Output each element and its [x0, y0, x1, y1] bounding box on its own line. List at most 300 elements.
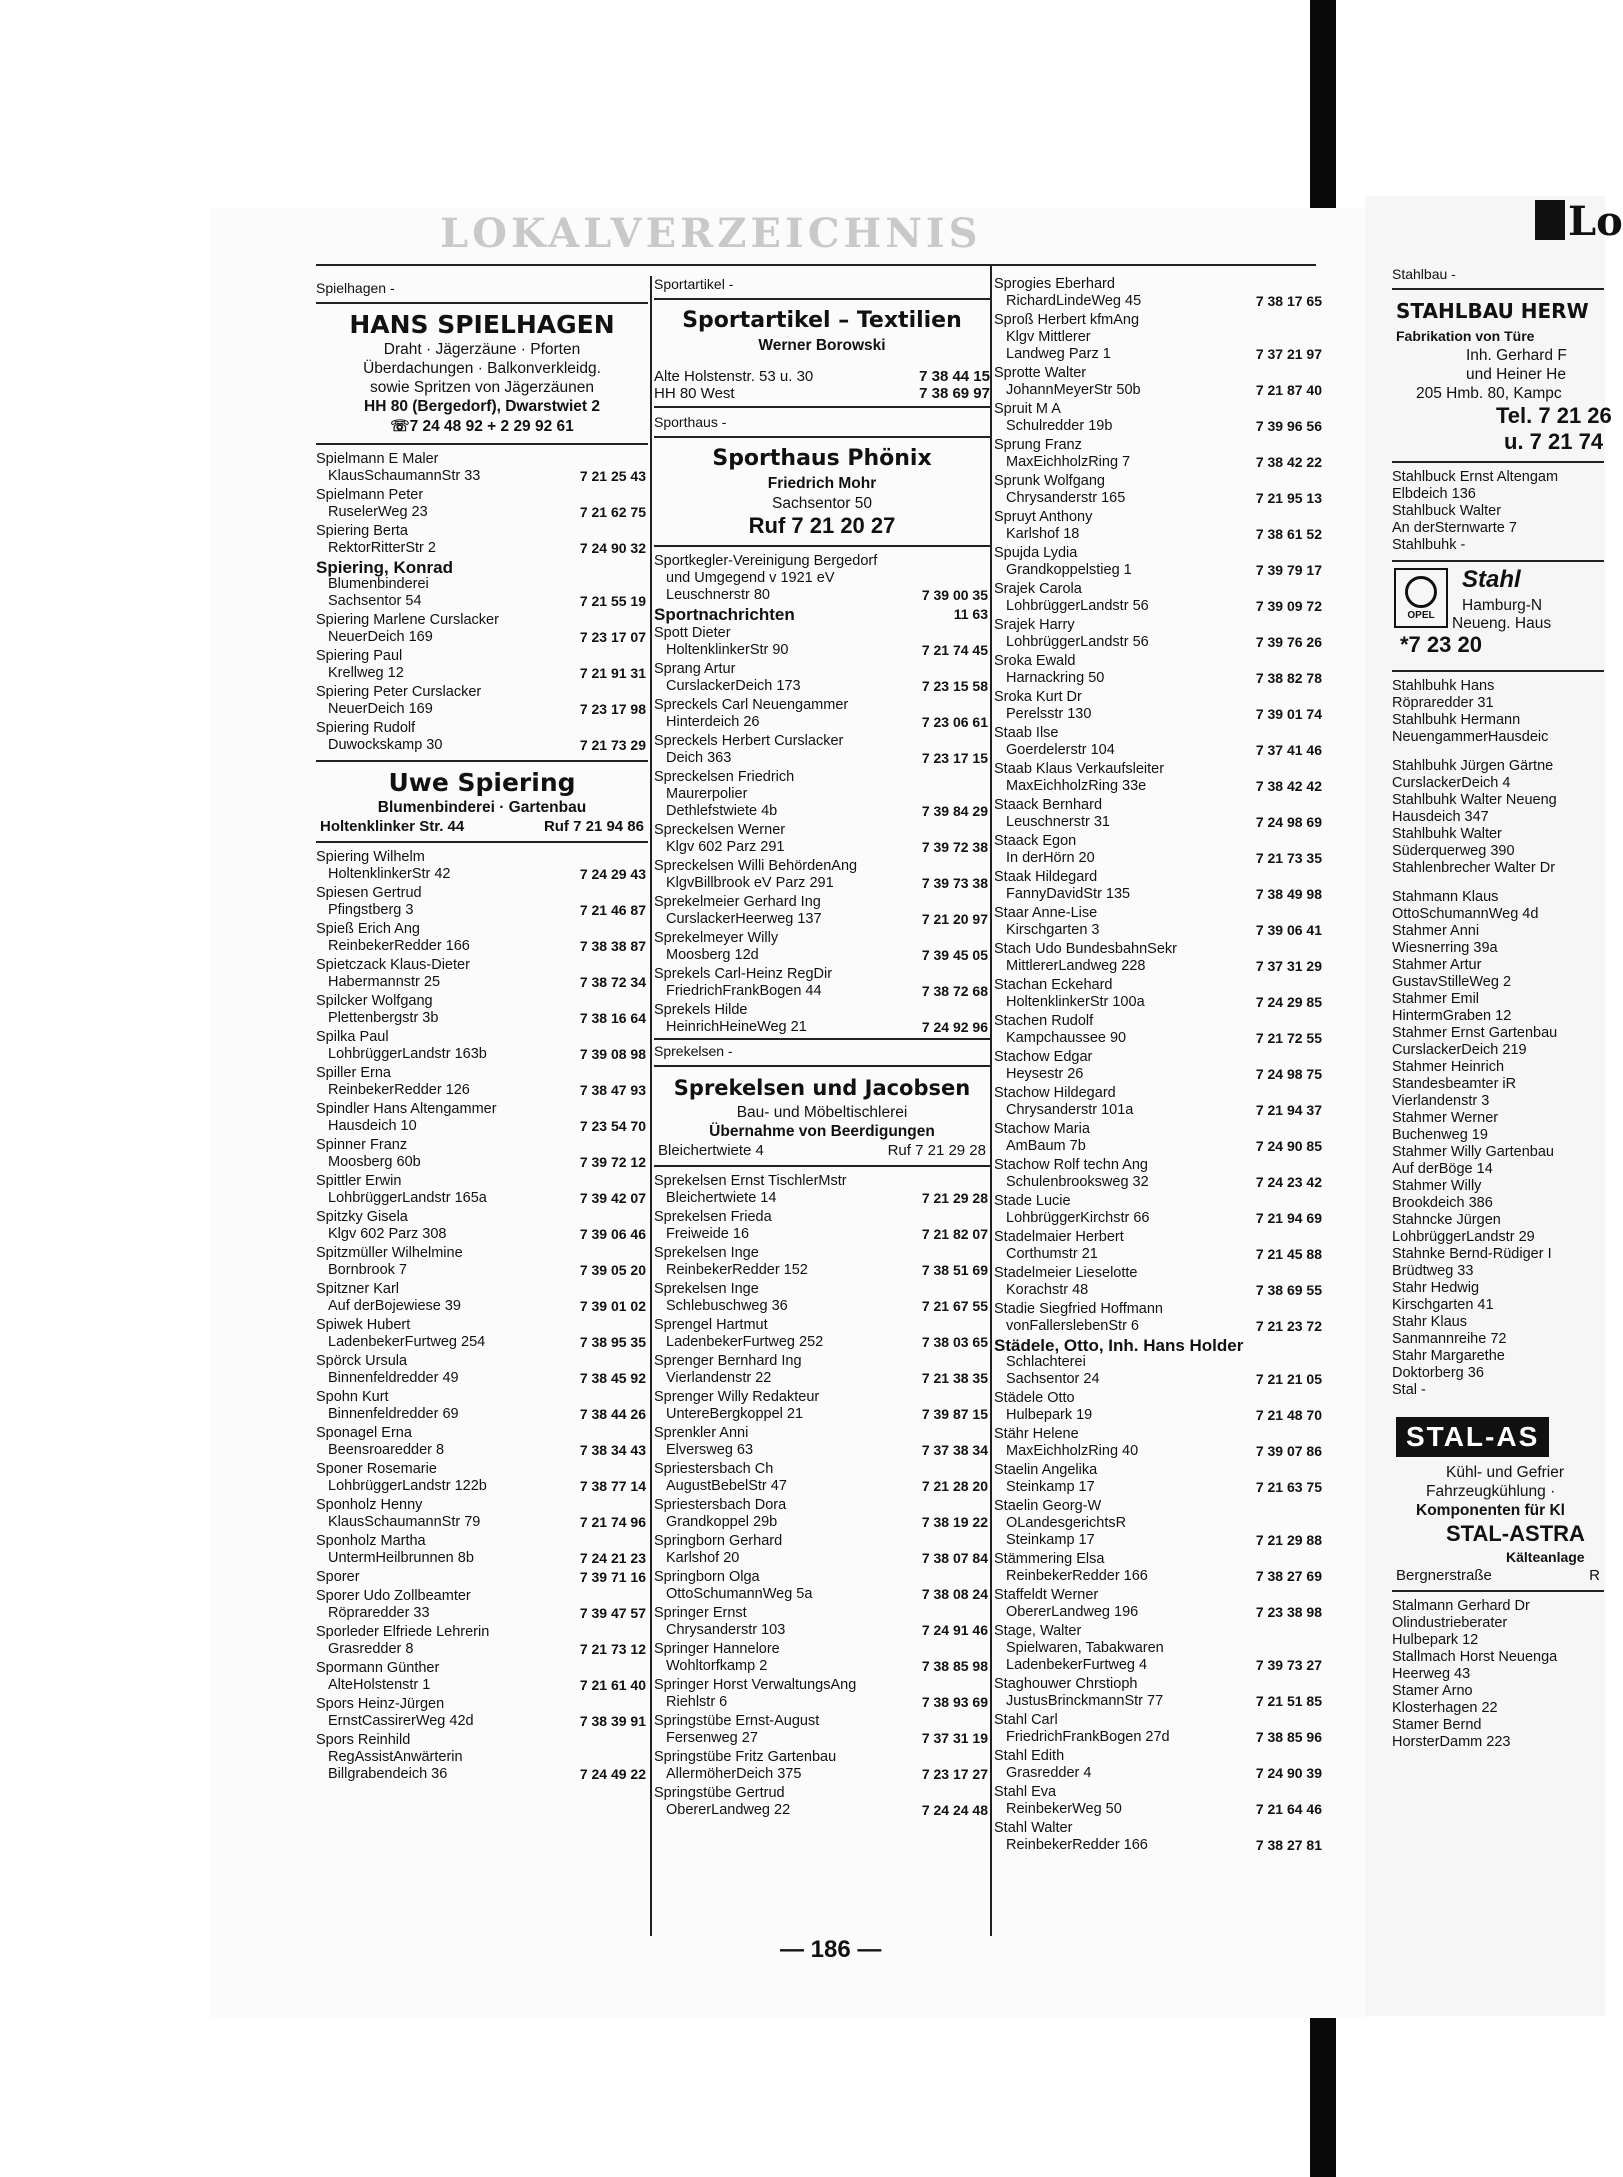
entry-detail: ObererLandweg 196: [1006, 1604, 1139, 1620]
entry-phone: 7 24 98 75: [1255, 1066, 1322, 1082]
entry-line: Wiesnerring 39a: [1392, 940, 1498, 956]
directory-entry: [316, 1173, 648, 1207]
entry-detail: Kampchaussee 90: [1006, 1030, 1127, 1046]
entry-line: Stahlbuhk Hermann: [1392, 712, 1521, 728]
ad-line: 205 Hmb. 80, Kampc: [1416, 385, 1562, 402]
entry-detail: Klgv Mittlerer: [1006, 329, 1091, 345]
directory-entry: [994, 689, 1324, 723]
directory-entry: [994, 1712, 1324, 1746]
entry-phone: 7 23 17 15: [921, 750, 988, 766]
entry-detail: NeuerDeich 169: [328, 701, 433, 717]
entry-name: Spieß Erich Ang: [316, 921, 420, 937]
entry-name: Stahl Eva: [994, 1784, 1057, 1800]
entry-line: Klosterhagen 22: [1392, 1700, 1498, 1716]
entry-phone: 7 21 74 45: [921, 642, 988, 658]
entry-phone: 7 21 38 35: [921, 1370, 988, 1386]
entry-name: Sprung Franz: [994, 437, 1082, 453]
entry-detail: UntermHeilbrunnen 8b: [328, 1550, 474, 1566]
entry-phone: 7 37 31 29: [1255, 958, 1322, 974]
ad-contact-row: [654, 385, 990, 408]
entry-line: Stahlbuck Ernst Altengam: [1392, 469, 1559, 485]
entry-phone: 7 38 49 98: [1255, 886, 1322, 902]
entry-name: Sroka Kurt Dr: [994, 689, 1082, 705]
directory-entry: [994, 1193, 1324, 1227]
entry-phone: 7 39 72 38: [921, 839, 988, 855]
directory-entry: [316, 1245, 648, 1279]
entry-line: Stal -: [1392, 1382, 1426, 1398]
directory-entry: [994, 1784, 1324, 1818]
entry-name: Spiering Wilhelm: [316, 849, 425, 865]
directory-entry: [994, 1049, 1324, 1083]
entry-line: OttoSchumannWeg 4d: [1392, 906, 1539, 922]
entry-detail: LohbrüggerLandstr 56: [1006, 598, 1149, 614]
entry-name: Sprenkler Anni: [654, 1425, 749, 1441]
entry-detail: Heysestr 26: [1006, 1066, 1084, 1082]
ad-line: und Heiner He: [1466, 366, 1566, 383]
entry-line: Sanmannreihe 72: [1392, 1331, 1507, 1347]
entry-phone: 7 24 29 85: [1255, 994, 1322, 1010]
entry-detail: Goerdelerstr 104: [1006, 742, 1115, 758]
entry-phone: 7 21 29 88: [1255, 1532, 1322, 1548]
directory-entry: [654, 1245, 990, 1279]
directory-entry: [654, 1002, 990, 1036]
entry-detail: HoltenklinkerStr 42: [328, 866, 451, 882]
entry-name: Stachow Edgar: [994, 1049, 1093, 1065]
ad-title: Stahl: [1462, 566, 1521, 593]
entry-name: Sprotte Walter: [994, 365, 1087, 381]
entry-phone: 7 38 72 34: [579, 974, 646, 990]
ad-spielhagen: [316, 302, 648, 445]
entry-line: Stahlbuhk Walter: [1392, 826, 1502, 842]
entry-phone: 7 24 90 85: [1255, 1138, 1322, 1154]
entry-name: Staab Klaus Verkaufsleiter: [994, 761, 1165, 777]
entry-name: Spiering Peter Curslacker: [316, 684, 482, 700]
entry-line: Stahlbuhk -: [1392, 537, 1466, 553]
ad-phone: Ruf 7 21 20 27: [748, 513, 896, 538]
entry-name: Sprekels Hilde: [654, 1002, 748, 1018]
entry-name: Springer Ernst: [654, 1605, 747, 1621]
entry-name: Sponholz Martha: [316, 1533, 426, 1549]
entry-phone: 7 24 90 32: [579, 540, 646, 556]
ad-line: Hamburg-N: [1462, 597, 1543, 614]
entry-phone: 7 21 21 05: [1255, 1371, 1322, 1387]
entry-name: Sprengel Hartmut: [654, 1317, 768, 1333]
directory-entry: [316, 720, 648, 754]
directory-entry: [654, 769, 990, 820]
entry-detail: LohbrüggerLandstr 165a: [328, 1190, 487, 1206]
entry-name: Springborn Olga: [654, 1569, 760, 1585]
ad-banner: STAL-AS: [1396, 1417, 1549, 1457]
directory-entry: [316, 1317, 648, 1351]
directory-entry: [316, 993, 648, 1027]
directory-entry: [654, 1641, 990, 1675]
directory-entry: [654, 1317, 990, 1351]
entry-phone: 7 23 15 58: [921, 678, 988, 694]
entry-line: Stahr Margarethe: [1392, 1348, 1505, 1364]
entry-detail: ReinbekerRedder 166: [1006, 1568, 1148, 1584]
entry-phone: 7 38 19 22: [921, 1514, 988, 1530]
entry-name: Staak Hildegard: [994, 869, 1098, 885]
entry-detail: Harnackring 50: [1006, 670, 1105, 686]
directory-entry: [654, 894, 990, 928]
entry-detail: LadenbekerFurtweg 4: [1006, 1657, 1148, 1673]
entry-phone: 7 38 72 68: [921, 983, 988, 999]
entry-phone: 7 39 01 02: [579, 1298, 646, 1314]
directory-entry: [654, 1713, 990, 1747]
entry-name: Spriestersbach Ch: [654, 1461, 774, 1477]
ad-stal-astra: [1392, 1405, 1604, 1592]
directory-entry: [994, 1462, 1324, 1496]
entry-line: Stahmer Anni: [1392, 923, 1480, 939]
entry-phone: 7 37 38 34: [921, 1442, 988, 1458]
entry-phone: 7 21 63 75: [1255, 1479, 1322, 1495]
directory-entry: [316, 849, 648, 883]
entry-name: Sprekelsen Inge: [654, 1281, 759, 1297]
entry-name: Sporer: [316, 1569, 360, 1585]
entry-phone: 7 39 00 35: [921, 587, 988, 603]
entry-detail: Freiweide 16: [666, 1226, 750, 1242]
entry-name: Stachow Rolf techn Ang: [994, 1157, 1148, 1173]
entry-detail: LohbrüggerLandstr 56: [1006, 634, 1149, 650]
entry-name: Sproß Herbert kfmAng: [994, 312, 1140, 328]
entry-phone: 7 38 07 84: [921, 1550, 988, 1566]
entry-phone: 7 21 64 46: [1255, 1801, 1322, 1817]
entry-detail: Elversweg 63: [666, 1442, 754, 1458]
entry-name: Spitzky Gisela: [316, 1209, 408, 1225]
entry-name: Spitzmüller Wilhelmine: [316, 1245, 463, 1261]
directory-entry: [654, 1209, 990, 1243]
ad-address: Bergnerstraße: [1396, 1567, 1492, 1584]
entry-line: Stahmer Willy: [1392, 1178, 1482, 1194]
directory-entry: [994, 1676, 1324, 1710]
directory-entry: [654, 1461, 990, 1495]
entry-detail: Krellweg 12: [328, 665, 404, 681]
entry-list: [316, 849, 648, 1783]
entry-phone: 7 39 09 72: [1255, 598, 1322, 614]
entry-phone: 7 38 38 87: [579, 938, 646, 954]
running-head: Sportartikel -: [654, 276, 734, 292]
entry-phone: 11 63: [953, 606, 988, 622]
ad-line: Neueng. Haus: [1452, 615, 1552, 632]
entry-line: Buchenweg 19: [1392, 1127, 1488, 1143]
entry-detail: OttoSchumannWeg 5a: [666, 1586, 813, 1602]
entry-detail: Grandkoppel 29b: [666, 1514, 778, 1530]
entry-detail: KlgvBillbrook eV Parz 291: [666, 875, 834, 891]
entry-name: Spindler Hans Altengammer: [316, 1101, 497, 1117]
entry-name: Springstübe Gertrud: [654, 1785, 785, 1801]
entry-detail: MaxEichholzRing 40: [1006, 1443, 1139, 1459]
right-page-marker-block: [1535, 200, 1565, 240]
ad-contact-row: [658, 1142, 986, 1159]
entry-detail: Schulenbrooksweg 32: [1006, 1174, 1149, 1190]
entry-name: Spormann Günther: [316, 1660, 440, 1676]
directory-entry: [994, 977, 1324, 1011]
entry-phone: 7 24 90 39: [1255, 1765, 1322, 1781]
entry-phone: 7 38 95 35: [579, 1334, 646, 1350]
directory-entry: [994, 276, 1324, 310]
entry-detail: ReinbekerWeg 50: [1006, 1801, 1122, 1817]
right-column: [994, 276, 1324, 1856]
entry-detail: ReinbekerRedder 166: [1006, 1837, 1148, 1853]
entry-phone: 7 39 72 12: [579, 1154, 646, 1170]
entry-phone: 7 21 72 55: [1255, 1030, 1322, 1046]
entry-name: Springstübe Ernst-August: [654, 1713, 820, 1729]
ad-line: Fabrikation von Türe: [1396, 328, 1535, 344]
directory-entry: [654, 553, 990, 604]
entry-name: Stachow Hildegard: [994, 1085, 1116, 1101]
entry-detail: Schulredder 19b: [1006, 418, 1113, 434]
directory-entry: [316, 684, 648, 718]
ad-uwe-spiering: [316, 760, 648, 843]
entry-line: An derSternwarte 7: [1392, 520, 1517, 536]
entry-line: Stahlbuhk Walter Neueng: [1392, 792, 1557, 808]
directory-entry: [994, 312, 1324, 363]
directory-entry: [654, 1389, 990, 1423]
entry-detail: Korachstr 48: [1006, 1282, 1089, 1298]
directory-entry: [994, 941, 1324, 975]
entry-detail: Fersenweg 27: [666, 1730, 758, 1746]
entry-detail: Plettenbergstr 3b: [328, 1010, 439, 1026]
entry-name: Sprunk Wolfgang: [994, 473, 1105, 489]
right-page-marker: Lo: [1568, 198, 1623, 245]
entry-detail: Hulbepark 19: [1006, 1407, 1093, 1423]
entry-name: Spors Heinz-Jürgen: [316, 1696, 445, 1712]
entry-line: Stahlbuhk Hans: [1392, 678, 1495, 694]
entry-phone: 7 21 94 37: [1255, 1102, 1322, 1118]
entry-name: Springer Horst VerwaltungsAng: [654, 1677, 857, 1693]
entry-phone: 7 38 77 14: [579, 1478, 646, 1494]
entry-phone: 7 39 07 86: [1255, 1443, 1322, 1459]
entry-detail: Billgrabendeich 36: [328, 1766, 448, 1782]
entry-line: Stahr Klaus: [1392, 1314, 1467, 1330]
entry-name: Staghouwer Chrstioph: [994, 1676, 1138, 1692]
entry-phone: 7 24 92 96: [921, 1019, 988, 1035]
directory-entry: [994, 1748, 1324, 1782]
entry-line: Süderquerweg 390: [1392, 843, 1515, 859]
directory-entry: [994, 1229, 1324, 1263]
entry-name: Sprekelsen Frieda: [654, 1209, 772, 1225]
directory-entry: [654, 1605, 990, 1639]
directory-entry: [316, 1732, 648, 1783]
entry-phone: 7 21 94 69: [1255, 1210, 1322, 1226]
entry-name: Spiering Berta: [316, 523, 408, 539]
entry-phone: 7 24 23 42: [1255, 1174, 1322, 1190]
entry-detail: Klgv 602 Parz 291: [666, 839, 785, 855]
entry-name: Sprekelsen Inge: [654, 1245, 759, 1261]
entry-detail: vonFallerslebenStr 6: [1006, 1318, 1139, 1334]
entry-detail: AmBaum 7b: [1006, 1138, 1086, 1154]
entry-line: Stahmer Artur: [1392, 957, 1482, 973]
entry-name: Sroka Ewald: [994, 653, 1076, 669]
entry-phone: 7 38 34 43: [579, 1442, 646, 1458]
entry-phone: 7 39 42 07: [579, 1190, 646, 1206]
entry-detail: AllermöherDeich 375: [666, 1766, 802, 1782]
entry-detail: FriedrichFrankBogen 27d: [1006, 1729, 1170, 1745]
entry-line: GustavStilleWeg 2: [1392, 974, 1512, 990]
entry-phone: 7 39 08 98: [579, 1046, 646, 1062]
entry-phone: 7 38 93 69: [921, 1694, 988, 1710]
entry-line: Stahncke Jürgen: [1392, 1212, 1501, 1228]
entry-detail: Sachsentor 24: [1006, 1371, 1100, 1387]
entry-phone: 7 38 51 69: [921, 1262, 988, 1278]
middle-column: [654, 276, 990, 1821]
ad-subtitle: Werner Borowski: [758, 337, 886, 354]
entry-phone: 7 21 48 70: [1255, 1407, 1322, 1423]
running-head: Spielhagen -: [316, 280, 395, 296]
running-head: Stahlbau -: [1392, 266, 1456, 282]
entry-list: [994, 276, 1324, 1854]
entry-name: Spielmann Peter: [316, 487, 424, 503]
entry-name: Spiering Paul: [316, 648, 403, 664]
entry-name: Spiller Erna: [316, 1065, 391, 1081]
entry-phone: 7 38 39 91: [579, 1713, 646, 1729]
directory-entry: [994, 797, 1324, 831]
ad-sporthaus-phoenix: [654, 436, 990, 547]
entry-detail: LohbrüggerLandstr 163b: [328, 1046, 487, 1062]
entry-line: CurslackerDeich 219: [1392, 1042, 1527, 1058]
entry-line: HorsterDamm 223: [1392, 1734, 1511, 1750]
directory-entry: [654, 966, 990, 1000]
entry-detail: ErnstCassirerWeg 42d: [328, 1713, 474, 1729]
directory-entry: [994, 869, 1324, 903]
ad-phone: Ruf 7 21 29 28: [887, 1142, 986, 1159]
directory-entry: [994, 1587, 1324, 1621]
entry-detail: In derHörn 20: [1006, 850, 1095, 866]
ad-title: HANS SPIELHAGEN: [349, 310, 615, 339]
entry-detail: ReinbekerRedder 152: [666, 1262, 808, 1278]
ad-line: Überdachungen · Balkonverkleidg.: [363, 360, 601, 377]
entry-detail: NeuerDeich 169: [328, 629, 433, 645]
ad-sportartikel: [654, 298, 990, 362]
entry-name: Stämmering Elsa: [994, 1551, 1105, 1567]
entry-detail: HeinrichHeineWeg 21: [666, 1019, 807, 1035]
ad-subtitle: Kälteanlage: [1506, 1549, 1585, 1565]
entry-detail: Schlebuschweg 36: [666, 1298, 788, 1314]
entry-name: Städele, Otto, Inh. Hans Holder: [994, 1336, 1244, 1355]
entry-name: Staelin Georg-W: [994, 1498, 1102, 1514]
entry-name: Staffeldt Werner: [994, 1587, 1099, 1603]
ad-subtitle: Übernahme von Beerdigungen: [709, 1123, 935, 1140]
entry-phone: 7 24 29 43: [579, 866, 646, 882]
entry-phone: 7 37 41 46: [1255, 742, 1322, 758]
directory-entry: [654, 822, 990, 856]
directory-entry: [654, 930, 990, 964]
entry-line: Olindustrieberater: [1392, 1615, 1508, 1631]
entry-name: Stachow Maria: [994, 1121, 1090, 1137]
directory-entry: [316, 1569, 648, 1586]
ad-title: STAHLBAU HERW: [1396, 299, 1589, 323]
entry-list: [1392, 1598, 1604, 1751]
entry-detail: Moosberg 60b: [328, 1154, 421, 1170]
entry-detail: LohbrüggerKirchstr 66: [1006, 1210, 1150, 1226]
entry-line: Stahmer Heinrich: [1392, 1059, 1505, 1075]
entry-line: Stahmer Willy Gartenbau: [1392, 1144, 1554, 1160]
opel-logo: [1394, 568, 1448, 628]
directory-entry: [316, 1209, 648, 1243]
entry-detail: Klgv 602 Parz 308: [328, 1226, 447, 1242]
entry-phone: 7 21 46 87: [579, 902, 646, 918]
entry-phone: 7 39 01 74: [1255, 706, 1322, 722]
ad-phone: ☏7 24 48 92 + 2 29 92 61: [390, 418, 574, 435]
ad-line: Draht · Jägerzäune · Pforten: [383, 341, 581, 358]
entry-phone: 7 38 82 78: [1255, 670, 1322, 686]
entry-name: Spriestersbach Dora: [654, 1497, 787, 1513]
entry-name: Sprenger Bernhard Ing: [654, 1353, 802, 1369]
ad-line: Inh. Gerhard F: [1466, 347, 1567, 364]
entry-detail: Dethlefstwiete 4b: [666, 803, 778, 819]
entry-line: Stahlbuhk Jürgen Gärtne: [1392, 758, 1554, 774]
opel-logo-text: OPEL: [1407, 610, 1435, 621]
entry-detail: Binnenfeldredder 69: [328, 1406, 459, 1422]
entry-detail: KlausSchaumannStr 79: [328, 1514, 481, 1530]
ad-phone: Tel. 7 21 26: [1496, 403, 1612, 428]
entry-detail: JohannMeyerStr 50b: [1006, 382, 1141, 398]
entry-name: Spinner Franz: [316, 1137, 408, 1153]
entry-name: Spreckelsen Friedrich: [654, 769, 795, 785]
entry-detail: Binnenfeldredder 49: [328, 1370, 459, 1386]
entry-phone: 7 39 06 46: [579, 1226, 646, 1242]
entry-name: Stade Lucie: [994, 1193, 1071, 1209]
entry-name: Spreckelsen Werner: [654, 822, 786, 838]
entry-line: Hulbepark 12: [1392, 1632, 1479, 1648]
entry-name: Staack Bernhard: [994, 797, 1103, 813]
entry-detail: Grasredder 4: [1006, 1765, 1092, 1781]
ad-phone: u. 7 21 74: [1504, 429, 1604, 454]
entry-name: Stachan Eckehard: [994, 977, 1113, 993]
entry-name: Sprekelmeyer Willy: [654, 930, 779, 946]
entry-detail: ReinbekerRedder 166: [328, 938, 470, 954]
entry-name: Spott Dieter: [654, 625, 731, 641]
header-rule: [316, 264, 1316, 266]
entry-line: Stahlenbrecher Walter Dr: [1392, 860, 1556, 876]
entry-list: [1392, 678, 1604, 1399]
entry-detail: JustusBrinckmannStr 77: [1006, 1693, 1164, 1709]
entry-phone: 7 39 05 20: [579, 1262, 646, 1278]
entry-name: Springborn Gerhard: [654, 1533, 783, 1549]
directory-entry: [654, 1281, 990, 1315]
entry-detail: Sachsentor 54: [328, 593, 422, 609]
ad-line: sowie Spritzen von Jägerzäunen: [369, 379, 595, 396]
entry-list: [316, 451, 648, 754]
directory-entry: [994, 653, 1324, 687]
entry-detail: MaxEichholzRing 7: [1006, 454, 1131, 470]
entry-phone: 7 37 31 19: [921, 1730, 988, 1746]
entry-detail: und Umgegend v 1921 eV: [666, 570, 835, 586]
column-rule-1: [650, 276, 652, 1936]
entry-phone: 7 38 16 64: [579, 1010, 646, 1026]
entry-name: Sprogies Eberhard: [994, 276, 1115, 292]
running-head: Sporthaus -: [654, 414, 727, 430]
entry-phone: 7 39 96 56: [1255, 418, 1322, 434]
directory-entry: [654, 733, 990, 767]
entry-phone: 7 21 67 55: [921, 1298, 988, 1314]
entry-name: Srajek Carola: [994, 581, 1082, 597]
ad-title: Sporthaus Phönix: [712, 446, 932, 471]
ad-opel: [1392, 560, 1604, 672]
entry-name: Spilka Paul: [316, 1029, 389, 1045]
entry-name: Sportkegler-Vereinigung Bergedorf: [654, 553, 878, 569]
entry-phone: 7 21 91 31: [579, 665, 646, 681]
entry-detail: Leuschnerstr 31: [1006, 814, 1110, 830]
directory-entry: [654, 1173, 990, 1207]
entry-name: Spilcker Wolfgang: [316, 993, 433, 1009]
entry-name: Sprekelmeier Gerhard Ing: [654, 894, 821, 910]
entry-detail: RektorRitterStr 2: [328, 540, 436, 556]
entry-name: Sporer Udo Zollbeamter: [316, 1588, 471, 1604]
entry-phone: 7 21 29 28: [921, 1190, 988, 1206]
ad-line: Kühl- und Gefrier: [1446, 1464, 1565, 1481]
directory-entry: [316, 451, 648, 485]
